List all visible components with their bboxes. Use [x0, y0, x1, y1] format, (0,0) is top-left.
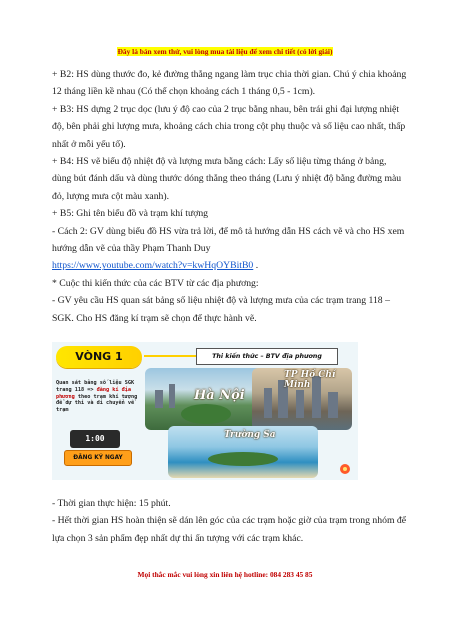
contest-instruction: - GV yêu cầu HS quan sát bảng số liệu nhiệt độ và lượng mưa của các trạm trang 118 – SGK. Cho HS đăng kí trạm sẽ chọn để thực hành vẽ. [52, 295, 390, 324]
flower-icon [340, 464, 350, 474]
time-limit: - Thời gian thực hiện: 15 phút. [52, 498, 171, 509]
hotline-banner [0, 570, 450, 579]
preview-notice-text: Đây là bản xem thử, vui lòng mua tài liệu để xem chi tiết (có lời giải) [117, 47, 333, 56]
video-link-line [52, 257, 408, 274]
activity-notes [52, 495, 408, 547]
city-label-hanoi: Hà Nội [194, 388, 245, 403]
step-b3: + B3: HS dựng 2 trục dọc (lưu ý độ cao của 2 trục bằng nhau, bên trái ghi đại lượng nhiệt độ, bên phải ghi lượng mưa, khoảng cách chia trong cột phụ thuộc và số liệu cao nhất, thấp nhất ở mỗi yếu tố). [52, 103, 406, 150]
countdown-timer: 1:00 [70, 430, 120, 448]
step-b4: + B4: HS vẽ biểu độ nhiệt độ và lượng mưa bằng cách: Lấy số liệu từng tháng ở bảng, dùng bút đánh dấu và dùng thước dóng thẳng theo tháng (Lưu ý nhiệt độ bằng đường màu đỏ, lượng mưa cột màu xanh). [52, 156, 402, 202]
building-shape [155, 390, 163, 408]
city-label-truongsa: Trường Sa [224, 430, 276, 440]
desc-highlight: đăng kí địa phương [56, 386, 131, 400]
step-b5: + B5: Ghi tên biểu đồ và trạm khí tượng [52, 208, 209, 220]
island-greenery [208, 452, 278, 466]
desc-plain: Quan sát bảng số liệu SGK trang 118 => [56, 380, 135, 393]
round-badge: VÒNG 1 [56, 346, 142, 368]
contest-subtitle: Thi kiến thức – BTV địa phương [196, 348, 338, 365]
link-suffix: . [253, 260, 259, 272]
hotline-text: Mọi thắc mắc vui lòng xin liên hệ hotline: 084 283 45 85 [137, 570, 313, 579]
building-shape [264, 388, 272, 418]
register-now-button[interactable]: ĐĂNG KÝ NGAY [64, 450, 132, 466]
preview-notice-banner [0, 47, 450, 56]
completion-note: - Hết thời gian HS hoàn thiện sẽ dán lên góc của các trạm hoặc giờ của trạm trong nhóm để lựa chọn 3 sản phẩm đẹp nhất dự thi ấn tượng với các trạm khác. [52, 515, 407, 544]
city-label-hcm: TP Hồ Chí Minh [284, 370, 336, 390]
document-body [52, 66, 408, 327]
lake-greenery [181, 404, 231, 424]
desc-tail: theo trạm khí tượng để dự thi và di chuyển về trạm [56, 393, 138, 414]
contest-description [56, 380, 144, 414]
method-2: - Cách 2: GV dùng biểu đồ HS vừa trả lời, để mô tả hướng dẫn HS cách vẽ và cho HS xem hướng dẫn vẽ của thầy Phạm Thanh Duy [52, 225, 405, 255]
youtube-link[interactable]: https://www.youtube.com/watch?v=kwHqOYBitB0 [52, 260, 254, 272]
contest-banner-image [52, 342, 358, 480]
contest-heading: * Cuộc thi kiến thức của các BTV từ các địa phương: [52, 277, 259, 289]
building-shape [328, 392, 338, 418]
banner-connector-bar [144, 355, 196, 357]
building-shape [296, 390, 304, 418]
step-b2: + B2: HS dùng thước đo, kẻ đường thẳng ngang làm trục chia thời gian. Chú ý chia khoảng 12 tháng liền kề nhau (Có thể chọn khoảng cách 1 tháng 0,5 - 1cm). [52, 69, 407, 98]
building-shape [169, 384, 175, 408]
